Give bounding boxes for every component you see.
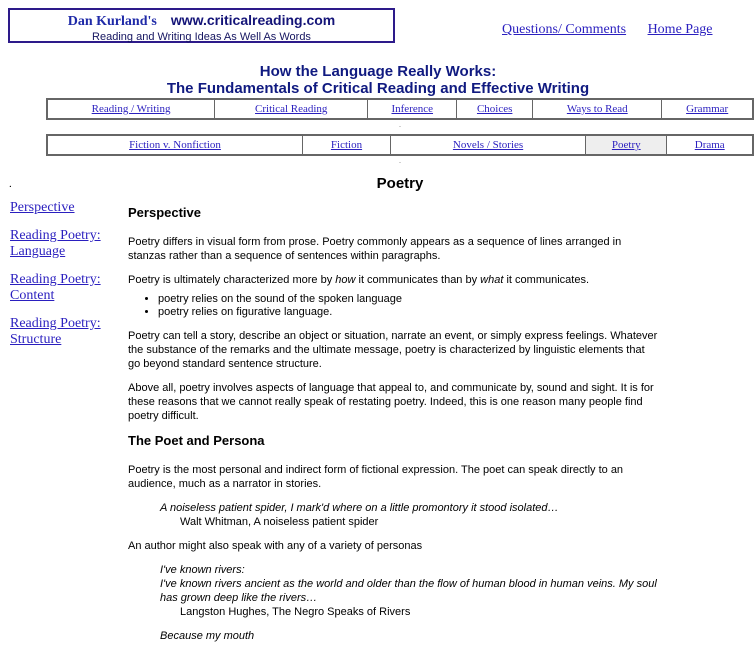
quote-attribution: Walt Whitman, A noiseless patient spider: [180, 516, 379, 528]
nav-link[interactable]: Poetry: [611, 139, 641, 151]
site-title-line2: The Fundamentals of Critical Reading and Effective Writing: [166, 80, 590, 97]
nav-link[interactable]: Novels / Stories: [452, 139, 524, 151]
nav-item-fiction-v-nonfiction[interactable]: [47, 135, 303, 155]
nav-item-grammar[interactable]: [662, 99, 753, 119]
nav-item-poetry-active[interactable]: [586, 135, 667, 155]
quote-hughes: [160, 563, 658, 619]
sidebar-link-label: Reading Poetry:: [10, 228, 101, 243]
primary-nav: [46, 98, 754, 120]
quote-verse: A noiseless patient spider, I mark'd where on a little promontory it stood isolated…: [160, 502, 559, 514]
sidebar-link-language[interactable]: [10, 228, 115, 260]
nav-link[interactable]: Choices: [476, 103, 513, 115]
bullet-list: [128, 293, 658, 319]
section-heading-perspective: Perspective: [128, 205, 201, 220]
questions-comments-link[interactable]: Questions/ Comments: [502, 22, 627, 37]
paragraph: Poetry can tell a story, describe an object or situation, narrate an event, or simply express feelings. Whatever the substance of the remarks and the ultimate message, poetry is characterized by linguistic elements that go beyond standard sentence structure.: [128, 330, 658, 370]
quote-attribution: Langston Hughes, The Negro Speaks of Rivers: [180, 606, 411, 618]
secondary-nav: [46, 134, 754, 156]
sidebar-link-structure[interactable]: [10, 316, 115, 348]
nav-item-reading-writing[interactable]: [47, 99, 215, 119]
brand-line: [10, 12, 393, 30]
sidebar-link-content[interactable]: [10, 272, 115, 304]
separator-dot: .: [399, 120, 401, 129]
nav-link[interactable]: Drama: [694, 139, 725, 151]
brand-url: www.criticalreading.com: [170, 12, 336, 28]
nav-link[interactable]: Inference: [391, 103, 434, 115]
quote-third: [160, 629, 658, 643]
paragraph: Above all, poetry involves aspects of language that appeal to, and communicate by, sound and sight. It is for these reasons that we cannot really speak of restating poetry. Indeed, this is one reason many people find poetry difficult.: [128, 382, 654, 422]
top-links: [502, 22, 731, 38]
text: it communicates than by: [355, 274, 481, 286]
nav-item-ways-to-read[interactable]: [533, 99, 662, 119]
paragraph: [128, 273, 658, 287]
quote-verse: I've known rivers ancient as the world and older than the flow of human blood in human veins. My soul has grown deep like the rivers…: [160, 578, 657, 604]
nav-item-inference[interactable]: [368, 99, 457, 119]
list-item: • poetry relies on figurative language.: [158, 306, 658, 319]
text: it communicates.: [503, 274, 590, 286]
page-heading: Poetry: [376, 175, 424, 192]
sidebar-link-label: Language: [10, 244, 66, 259]
sidebar-link-label: Reading Poetry:: [10, 272, 101, 287]
paragraph: Poetry is the most personal and indirect form of fictional expression. The poet can speak directly to an audience, much as a narrator in stories.: [128, 464, 624, 490]
section-heading-poet-persona: The Poet and Persona: [128, 433, 265, 448]
nav-item-novels-stories[interactable]: [391, 135, 586, 155]
paragraph: Poetry differs in visual form from prose. Poetry commonly appears as a sequence of lines arranged in stanzas rather than a sequence of sentences within paragraphs.: [128, 236, 622, 262]
home-page-link[interactable]: Home Page: [647, 22, 713, 37]
nav-item-fiction[interactable]: [303, 135, 391, 155]
quote-whitman: [160, 501, 658, 529]
text: Poetry is ultimately characterized more by: [128, 274, 336, 286]
nav-link[interactable]: Grammar: [686, 103, 729, 115]
sidebar-link-label: Content: [10, 288, 55, 303]
main-content: [128, 205, 658, 653]
site-title: [0, 63, 756, 97]
nav-item-drama[interactable]: [667, 135, 753, 155]
nav-item-critical-reading[interactable]: [215, 99, 368, 119]
quote-verse: Because my mouth: [160, 630, 255, 642]
brand-name: Dan Kurland's: [67, 14, 157, 29]
nav-link[interactable]: Critical Reading: [255, 103, 328, 115]
sidebar-link-label: Reading Poetry:: [10, 316, 101, 331]
emphasis: how: [335, 274, 356, 286]
nav-link[interactable]: Fiction v. Nonfiction: [129, 139, 221, 151]
separator-dot: .: [9, 178, 12, 190]
brand-tagline: Reading and Writing Ideas As Well As Words: [92, 31, 311, 43]
sidebar: [10, 200, 115, 360]
list-item: • poetry relies on the sound of the spoken language: [158, 293, 658, 306]
sidebar-link-label: Perspective: [10, 200, 75, 215]
nav-link[interactable]: Reading / Writing: [91, 103, 171, 115]
nav-link[interactable]: Fiction: [330, 139, 363, 151]
quote-verse: I've known rivers:: [160, 564, 245, 576]
paragraph: An author might also speak with any of a variety of personas: [128, 540, 423, 552]
nav-link[interactable]: Ways to Read: [566, 103, 628, 115]
sidebar-link-perspective[interactable]: [10, 200, 115, 216]
site-title-line1: How the Language Really Works:: [259, 63, 497, 80]
sidebar-link-label: Structure: [10, 332, 62, 347]
nav-item-choices[interactable]: [457, 99, 533, 119]
separator-dot: .: [399, 156, 401, 165]
emphasis: what: [480, 274, 504, 286]
site-brand-box: [8, 8, 395, 43]
